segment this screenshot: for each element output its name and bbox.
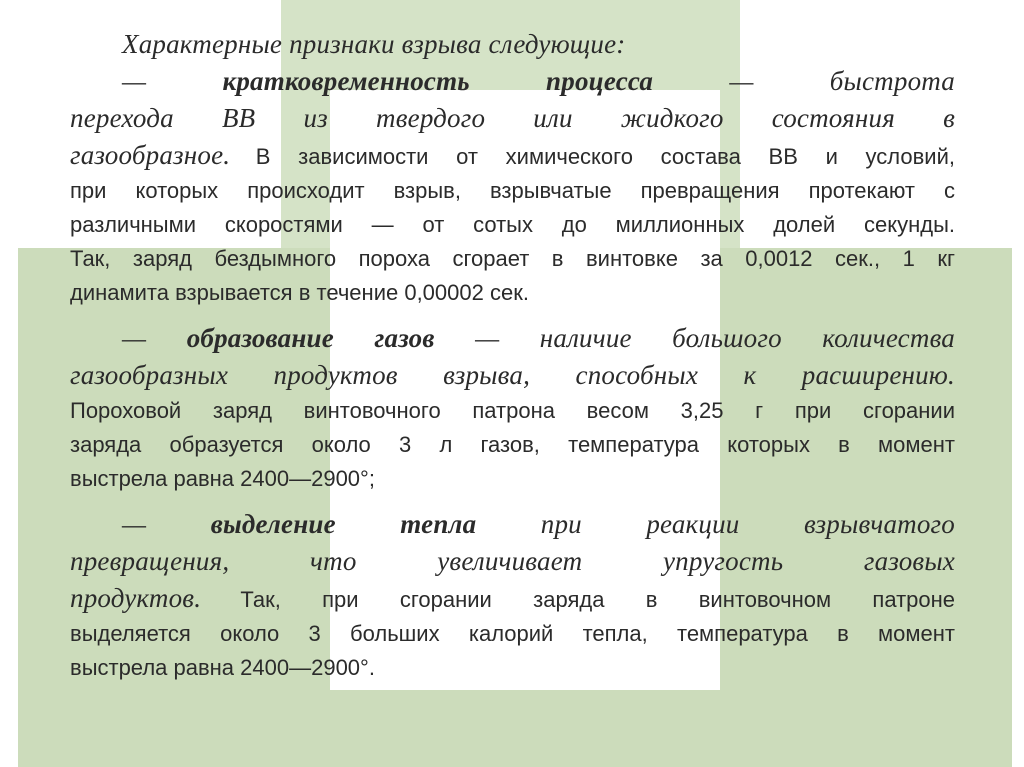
p3-line-3-italic: продуктов. <box>70 583 202 613</box>
p2-line-1 <box>70 320 955 357</box>
p1-line-3-italic: газообразное. <box>70 140 231 170</box>
p1-line-3-plain: В зависимости от химического состава ВВ и условий, <box>255 144 955 169</box>
p2-rest: — наличие большого количества <box>475 323 956 353</box>
p1-line-5: различными скоростями — от сотых до миллионных долей секунды. <box>70 212 955 237</box>
p1-line-6: Так, заряд бездымного пороха сгорает в винтовке за 0,0012 сек., 1 кг <box>70 246 955 271</box>
p1-line-4: при которых происходит взрыв, взрывчатые превращения протекают с <box>70 178 955 203</box>
slide-text <box>70 26 955 685</box>
heading: Характерные признаки взрыва следующие: <box>122 29 626 59</box>
p1-line-2: перехода ВВ из твердого или жидкого состояния в <box>70 103 955 133</box>
p3-line-2: превращения, что увеличивает упругость газовых <box>70 546 955 576</box>
p3-line-5: выстрела равна 2400—2900°. <box>70 655 375 680</box>
p3-rest: при реакции взрывчатого <box>540 509 955 539</box>
p1-line-3 <box>70 137 955 174</box>
p2-line-4: заряда образуется около 3 л газов, температура которых в момент <box>70 432 955 457</box>
p1-term: кратковременность процесса <box>222 66 654 96</box>
p2-line-5: выстрела равна 2400—2900°; <box>70 466 375 491</box>
p2-line-2: газообразных продуктов взрыва, способных к расширению. <box>70 360 955 390</box>
p3-line-3-plain: Так, при сгорании заряда в винтовочном патроне <box>240 587 955 612</box>
p1-line-7: динамита взрывается в течение 0,00002 сек. <box>70 280 529 305</box>
p2-line-3: Пороховой заряд винтовочного патрона весом 3,25 г при сгорании <box>70 398 955 423</box>
p2-dash: — <box>122 323 147 353</box>
p3-line-1 <box>70 506 955 543</box>
p3-line-4: выделяется около 3 больших калорий тепла, температура в момент <box>70 621 955 646</box>
p2-term: образование газов <box>186 323 435 353</box>
p3-dash: — <box>122 509 147 539</box>
p1-dash: — <box>122 66 147 96</box>
p1-line-1 <box>70 63 955 100</box>
p3-term: выделение тепла <box>210 509 477 539</box>
p1-rest: — быстрота <box>729 66 956 96</box>
p3-line-3 <box>70 580 955 617</box>
